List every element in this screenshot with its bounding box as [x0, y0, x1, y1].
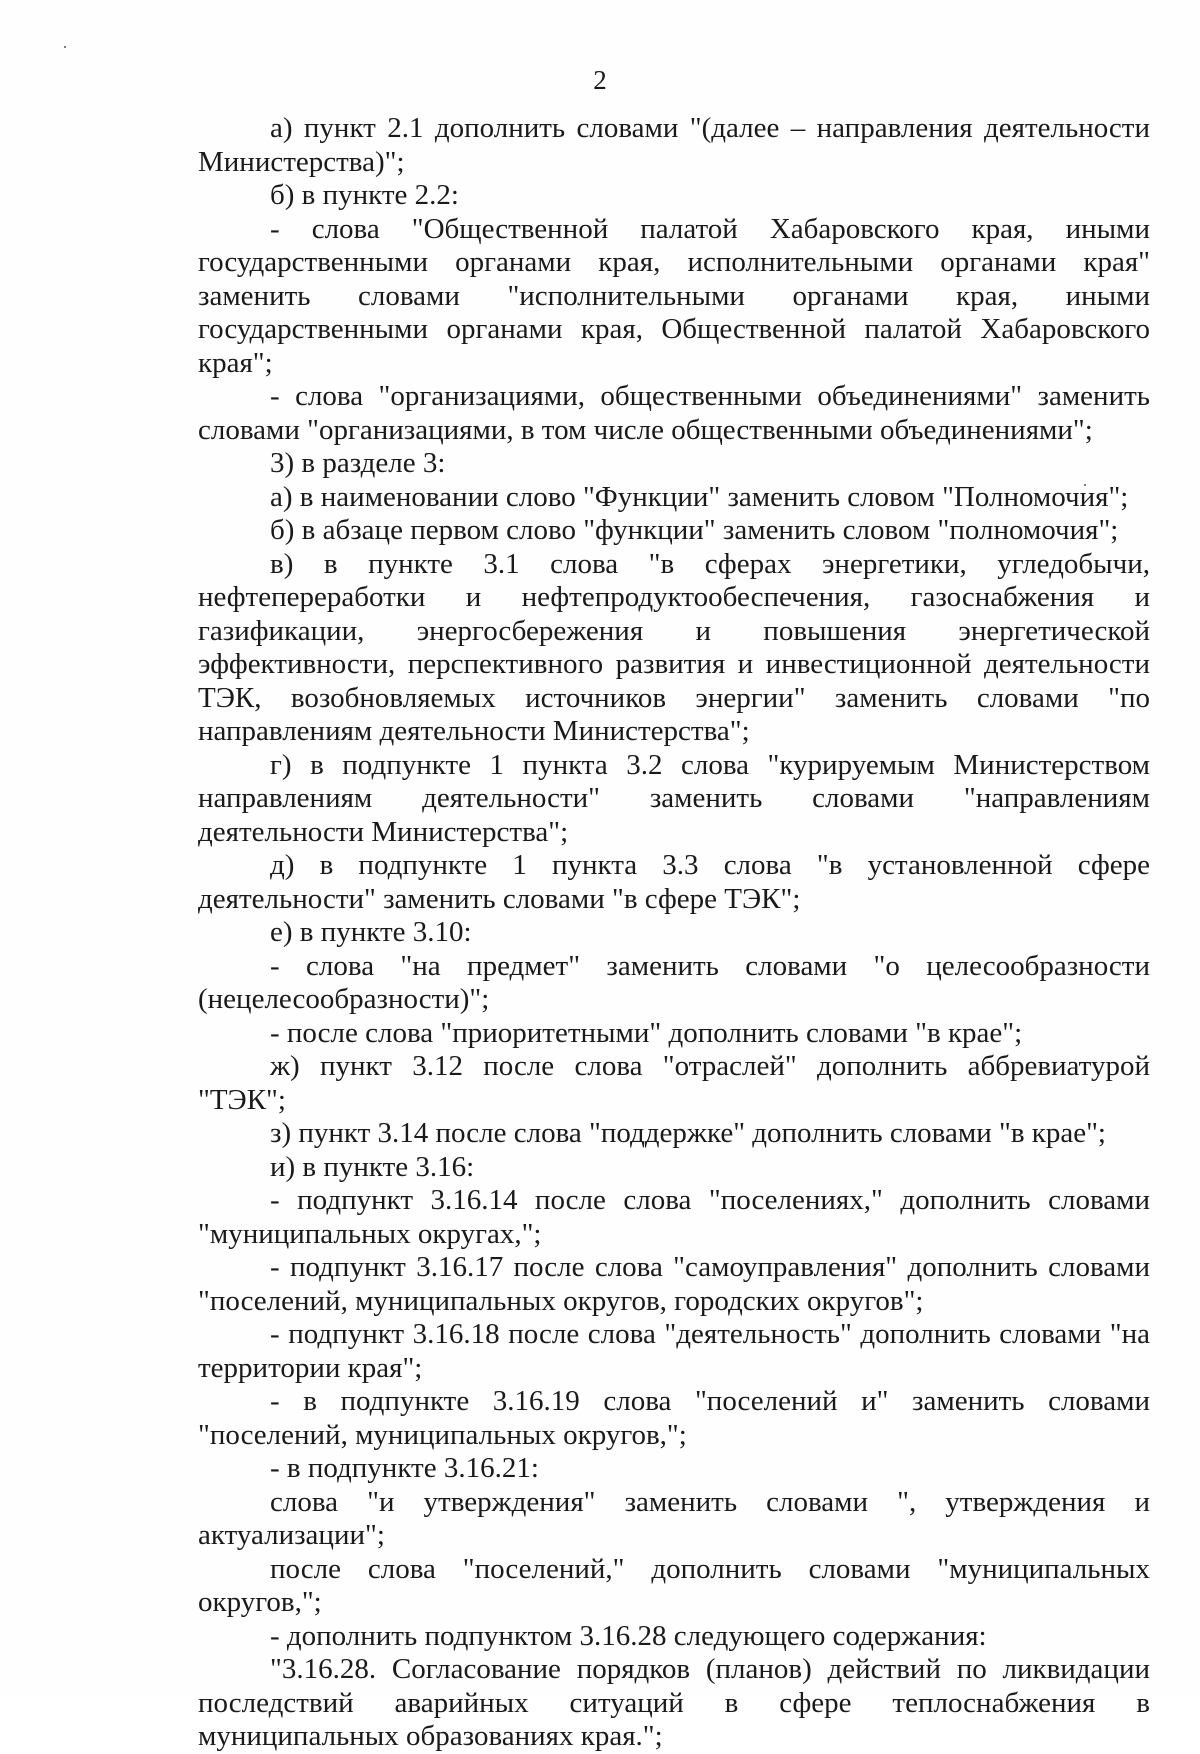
paragraph: е) в пункте 3.10: [270, 916, 472, 948]
paragraph: - подпункт 3.16.17 после слова "самоуправления" дополнить словами "поселений, муниципальных округов, городских округов"; [198, 1251, 1150, 1317]
paragraph: з) пункт 3.14 после слова "поддержке" дополнить словами "в крае"; [270, 1117, 1106, 1149]
paragraph: - подпункт 3.16.14 после слова "поселениях," дополнить словами "муниципальных округах,"; [198, 1184, 1150, 1250]
paragraph: "3.16.28. Согласование порядков (планов) действий по ликвидации последствий аварийных ситуаций в сфере теплоснабжения в муниципальных образованиях края."; [198, 1653, 1150, 1752]
paragraph: а) пункт 2.1 дополнить словами "(далее – направления деятельности Министерства)"; [198, 112, 1150, 178]
paragraph: - дополнить подпунктом 3.16.28 следующего содержания: [270, 1619, 987, 1652]
paragraph: - в подпункте 3.16.19 слова "поселений и" заменить словами "поселений, муниципальных округов,"; [198, 1385, 1150, 1451]
paragraph: а) в наименовании слово "Функции" заменить словом "Полномочия"; [270, 480, 1129, 513]
paragraph: - после слова "приоритетными" дополнить словами "в крае"; [270, 1016, 1023, 1049]
paragraph: - подпункт 3.16.18 после слова "деятельность" дополнить словами "на территории края"; [198, 1318, 1150, 1384]
paragraph: 3) в разделе 3: [270, 447, 446, 479]
paragraph: - слова "Общественной палатой Хабаровского края, иными государственными органами края, исполнительными органами края" заменить словами "исполнительными органами края, иными государственными органами края, Общественной палатой Хабаровского края"; [198, 212, 1150, 379]
paragraph: - слова "организациями, общественными объединениями" заменить словами "организациями, в том числе общественными объединениями"; [198, 380, 1150, 446]
paragraph: и) в пункте 3.16: [270, 1150, 475, 1183]
paragraph: г) в подпункте 1 пункта 3.2 слова "курируемым Министерством направлениям деятельности" заменить словами "направлениям деятельности Министерства"; [198, 748, 1150, 848]
paragraph: слова "и утверждения" заменить словами ", утверждения и актуализации"; [198, 1485, 1150, 1551]
document-body [198, 112, 1150, 1754]
paragraph: д) в подпункте 1 пункта 3.3 слова "в установленной сфере деятельности" заменить словами "в сфере ТЭК"; [198, 849, 1150, 915]
paragraph: - слова "на предмет" заменить словами "о целесообразности (нецелесообразности)"; [198, 949, 1150, 1015]
paragraph: б) в абзаце первом слово "функции" заменить словом "полномочия"; [270, 514, 1119, 546]
paragraph: после слова "поселений," дополнить словами "муниципальных округов,"; [198, 1552, 1150, 1618]
page-number: 2 [593, 65, 607, 95]
scan-speck [64, 46, 66, 48]
paragraph: ж) пункт 3.12 после слова "отраслей" дополнить аббревиатурой "ТЭК"; [198, 1050, 1150, 1116]
paragraph: - в подпункте 3.16.21: [270, 1452, 539, 1484]
paragraph: в) в пункте 3.1 слова "в сферах энергетики, угледобычи, нефтепереработки и нефтепродуктообеспечения, газоснабжения и газификации, энергосбережения и повышения энергетической эффективности, перспективного развития и инвестиционной деятельности ТЭК, возобновляемых источников энергии" заменить словами "по направлениям деятельности Министерства"; [198, 547, 1150, 747]
paragraph: б) в пункте 2.2: [270, 179, 459, 211]
